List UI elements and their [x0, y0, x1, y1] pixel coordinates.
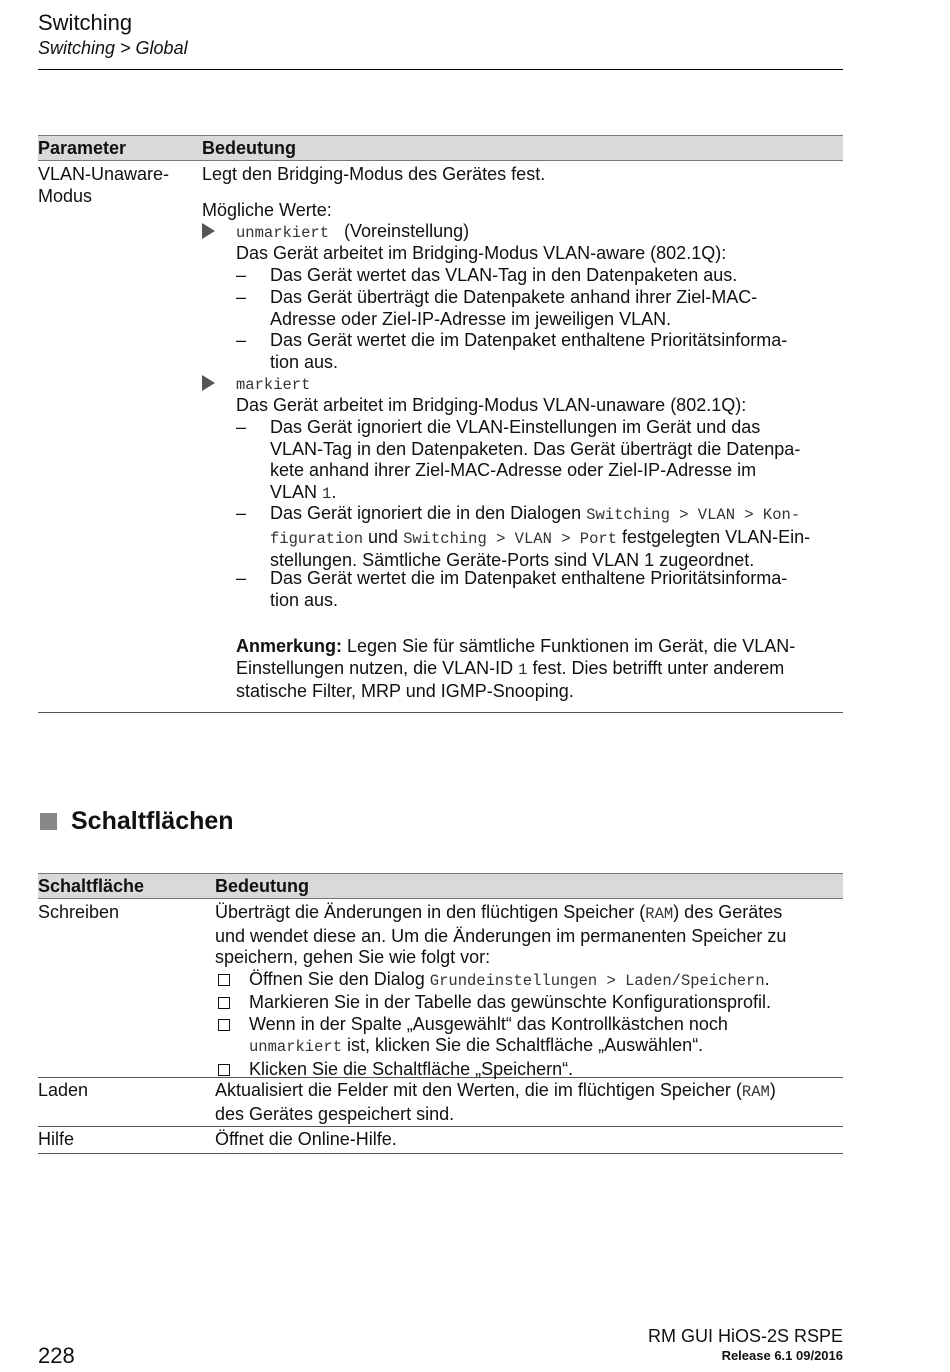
table-header [38, 135, 843, 161]
column-header-parameter: Parameter [38, 138, 127, 158]
button-name: Hilfe [38, 1129, 75, 1149]
button-description: Überträgt die Änderungen in den flüchtigen Speicher (RAM) des Gerätes und wendet diese an. Um die Änderungen im permanenten Speicher zu speichern, gehen Sie wie folgt vor: Öffnen Sie den Dialog Grundeinstellungen > Laden/Speichern. Markieren Sie in der Tabelle das gewünschte Konfigurationsprofil. Wenn in der Spalte „Ausgewählt“ das Kontrollkästchen noch unmarkiert ist, klicken Sie die Schaltfläche „Auswählen“. Klicken Sie die Schaltfläche „Speichern“. [215, 902, 843, 1080]
parameter-table [38, 135, 843, 713]
parameter-name: VLAN-Unaware- Modus [38, 164, 170, 206]
list-item: – Das Gerät ignoriert die VLAN-Einstellungen im Gerät und das VLAN-Tag in den Datenpaketen. Das Gerät überträgt die Datenpa- kete anhand ihrer Ziel-MAC-Adresse oder Ziel-IP-Adresse im VLAN 1. [236, 417, 801, 503]
list-item: – Das Gerät überträgt die Datenpakete anhand ihrer Ziel-MAC- Adresse oder Ziel-IP-Adresse im jeweiligen VLAN. [236, 287, 758, 329]
list-item: Markieren Sie in der Tabelle das gewünschte Konfigurationsprofil. [215, 992, 843, 1014]
page-number: 228 [38, 1343, 75, 1368]
list-item: – Das Gerät ignoriert die in den Dialogen Switching > VLAN > Kon- figuration und Switching > VLAN > Port festgelegten VLAN-Ein- stellungen. Sämtliche Geräte-Ports sind VLAN 1 zugeordnet. [236, 503, 811, 570]
list-item: – Das Gerät wertet die im Datenpaket enthaltene Prioritätsinforma- tion aus. [236, 568, 788, 610]
description-intro: Legt den Bridging-Modus des Gerätes fest. [202, 164, 546, 184]
breadcrumb: Switching > Global [38, 38, 188, 58]
option-description: Das Gerät arbeitet im Bridging-Modus VLAN-aware (802.1Q): [236, 243, 727, 263]
column-header-meaning: Bedeutung [215, 876, 309, 896]
header-divider [38, 69, 843, 70]
button-name: Schreiben [38, 902, 120, 922]
table-row [38, 899, 843, 1078]
column-header-meaning: Bedeutung [202, 138, 296, 158]
note-label: Anmerkung: [236, 636, 343, 656]
option-bullet-icon [202, 373, 215, 395]
checkbox-icon [218, 1019, 230, 1031]
note: Anmerkung: Legen Sie für sämtliche Funktionen im Gerät, die VLAN- Einstellungen nutzen, die VLAN-ID 1 fest. Dies betrifft unter anderem statische Filter, MRP und IGMP-Snooping. [236, 636, 796, 701]
button-description: Öffnet die Online-Hilfe. [215, 1129, 397, 1149]
document-title: RM GUI HiOS-2S RSPE [647, 1326, 843, 1346]
list-item: – Das Gerät wertet das VLAN-Tag in den Datenpaketen aus. [236, 265, 738, 285]
table-row [38, 1127, 843, 1154]
column-header-button: Schaltfläche [38, 876, 145, 896]
checkbox-icon [218, 997, 230, 1009]
checkbox-icon [218, 1064, 230, 1076]
section-title: Schaltflächen [71, 807, 234, 835]
option-markiert: markiert [236, 376, 311, 394]
table-row [38, 161, 843, 713]
page-header-title: Switching [38, 10, 133, 35]
table-header [38, 873, 843, 899]
section-square-icon [40, 813, 57, 830]
release-info: Release 6.1 09/2016 [721, 1348, 843, 1363]
checkbox-icon [218, 974, 230, 986]
list-item: Öffnen Sie den Dialog Grundeinstellungen > Laden/Speichern. [215, 969, 843, 993]
list-item: Wenn in der Spalte „Ausgewählt“ das Kontrollkästchen noch unmarkiert ist, klicken Sie die Schaltfläche „Auswählen“. [215, 1014, 843, 1059]
list-item: Klicken Sie die Schaltfläche „Speichern“. [215, 1059, 843, 1081]
option-bullet-icon [202, 221, 215, 243]
option-description: Das Gerät arbeitet im Bridging-Modus VLAN-unaware (802.1Q): [236, 395, 747, 415]
list-item: – Das Gerät wertet die im Datenpaket enthaltene Prioritätsinforma- tion aus. [236, 330, 788, 372]
possible-values-label: Mögliche Werte: [202, 200, 332, 220]
table-row [38, 1078, 843, 1127]
option-unmarkiert: unmarkiert (Voreinstellung) [236, 221, 470, 242]
buttons-table [38, 873, 843, 1154]
button-description: Aktualisiert die Felder mit den Werten, die im flüchtigen Speicher (RAM) des Gerätes gespeichert sind. [215, 1080, 776, 1124]
button-name: Laden [38, 1080, 89, 1100]
